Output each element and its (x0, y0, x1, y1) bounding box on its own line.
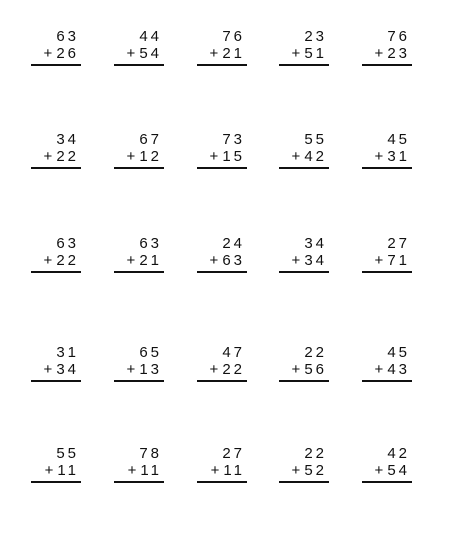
addition-problem (279, 236, 329, 276)
top-number: 34 (304, 235, 327, 252)
plus-sign: + (43, 361, 56, 378)
top-number: 22 (304, 344, 327, 361)
answer-line (197, 64, 247, 66)
addition-problem (114, 236, 164, 276)
answer-line (362, 167, 412, 169)
top-number: 55 (56, 445, 79, 462)
top-number: 31 (56, 344, 79, 361)
addition-problem (362, 29, 412, 69)
plus-sign: + (291, 45, 304, 62)
addition-problem (31, 132, 81, 172)
bottom-number: 21 (222, 45, 245, 62)
top-number: 63 (56, 235, 79, 252)
bottom-line (375, 362, 410, 378)
addition-problem (114, 446, 164, 486)
addition-problem (197, 132, 247, 172)
top-number: 22 (304, 445, 327, 462)
top-number: 27 (387, 235, 410, 252)
answer-line (31, 271, 81, 273)
top-number: 76 (387, 28, 410, 45)
bottom-line (292, 463, 327, 479)
bottom-number: 54 (139, 45, 162, 62)
plus-sign: + (291, 148, 304, 165)
bottom-line (375, 253, 410, 269)
answer-line (279, 167, 329, 169)
bottom-number: 43 (387, 361, 410, 378)
plus-sign: + (291, 462, 304, 479)
bottom-number: 11 (57, 462, 79, 479)
top-number: 65 (139, 344, 162, 361)
bottom-number: 56 (304, 361, 327, 378)
bottom-line (44, 253, 79, 269)
top-number: 23 (304, 28, 327, 45)
answer-line (279, 481, 329, 483)
top-number: 44 (139, 28, 162, 45)
bottom-number: 11 (140, 462, 162, 479)
plus-sign: + (374, 148, 387, 165)
addition-problem (31, 236, 81, 276)
plus-sign: + (374, 361, 387, 378)
answer-line (114, 481, 164, 483)
bottom-line (292, 362, 327, 378)
bottom-number: 54 (387, 462, 410, 479)
bottom-line (211, 463, 245, 479)
plus-sign: + (44, 462, 57, 479)
bottom-number: 71 (387, 252, 410, 269)
answer-line (114, 167, 164, 169)
plus-sign: + (291, 252, 304, 269)
addition-problem (362, 236, 412, 276)
plus-sign: + (374, 45, 387, 62)
bottom-line (375, 149, 410, 165)
answer-line (279, 64, 329, 66)
bottom-number: 23 (387, 45, 410, 62)
addition-problem (114, 29, 164, 69)
answer-line (362, 380, 412, 382)
answer-line (197, 271, 247, 273)
top-number: 24 (222, 235, 245, 252)
addition-problem (197, 236, 247, 276)
answer-line (197, 380, 247, 382)
addition-problem (197, 29, 247, 69)
answer-line (279, 380, 329, 382)
addition-problem (31, 446, 81, 486)
addition-problem (114, 345, 164, 385)
answer-line (114, 380, 164, 382)
answer-line (31, 380, 81, 382)
bottom-number: 42 (304, 148, 327, 165)
addition-problem (31, 345, 81, 385)
addition-problem (279, 29, 329, 69)
bottom-line (128, 463, 162, 479)
top-number: 78 (139, 445, 162, 462)
bottom-number: 52 (304, 462, 327, 479)
bottom-line (127, 149, 162, 165)
top-number: 63 (139, 235, 162, 252)
bottom-line (45, 463, 79, 479)
bottom-line (44, 46, 79, 62)
plus-sign: + (210, 462, 223, 479)
bottom-number: 11 (223, 462, 245, 479)
bottom-line (375, 463, 410, 479)
answer-line (31, 167, 81, 169)
addition-problem (31, 29, 81, 69)
bottom-number: 51 (304, 45, 327, 62)
plus-sign: + (209, 252, 222, 269)
addition-problem (279, 446, 329, 486)
top-number: 73 (222, 131, 245, 148)
top-number: 42 (387, 445, 410, 462)
addition-problem (362, 345, 412, 385)
bottom-line (292, 149, 327, 165)
plus-sign: + (374, 252, 387, 269)
addition-problem (114, 132, 164, 172)
bottom-line (44, 362, 79, 378)
plus-sign: + (43, 45, 56, 62)
top-number: 45 (387, 344, 410, 361)
answer-line (114, 271, 164, 273)
plus-sign: + (126, 361, 139, 378)
bottom-number: 21 (139, 252, 162, 269)
bottom-line (292, 253, 327, 269)
top-number: 27 (222, 445, 245, 462)
addition-problem (197, 345, 247, 385)
answer-line (362, 271, 412, 273)
addition-problem (279, 132, 329, 172)
plus-sign: + (209, 361, 222, 378)
answer-line (279, 271, 329, 273)
plus-sign: + (126, 45, 139, 62)
plus-sign: + (43, 252, 56, 269)
bottom-line (210, 362, 245, 378)
answer-line (197, 481, 247, 483)
bottom-line (375, 46, 410, 62)
bottom-number: 63 (222, 252, 245, 269)
bottom-line (210, 149, 245, 165)
top-number: 76 (222, 28, 245, 45)
bottom-number: 15 (222, 148, 245, 165)
addition-problem (279, 345, 329, 385)
answer-line (362, 64, 412, 66)
answer-line (362, 481, 412, 483)
plus-sign: + (374, 462, 387, 479)
bottom-number: 22 (56, 252, 79, 269)
top-number: 63 (56, 28, 79, 45)
bottom-number: 22 (56, 148, 79, 165)
bottom-line (292, 46, 327, 62)
plus-sign: + (43, 148, 56, 165)
answer-line (114, 64, 164, 66)
plus-sign: + (127, 462, 140, 479)
top-number: 45 (387, 131, 410, 148)
plus-sign: + (291, 361, 304, 378)
addition-problem (197, 446, 247, 486)
answer-line (31, 481, 81, 483)
bottom-line (210, 253, 245, 269)
bottom-line (210, 46, 245, 62)
bottom-line (127, 362, 162, 378)
bottom-number: 26 (56, 45, 79, 62)
bottom-number: 13 (139, 361, 162, 378)
plus-sign: + (209, 45, 222, 62)
top-number: 55 (304, 131, 327, 148)
plus-sign: + (209, 148, 222, 165)
addition-problem (362, 446, 412, 486)
bottom-number: 31 (387, 148, 410, 165)
top-number: 34 (56, 131, 79, 148)
bottom-line (127, 253, 162, 269)
bottom-number: 12 (139, 148, 162, 165)
bottom-number: 34 (304, 252, 327, 269)
answer-line (31, 64, 81, 66)
top-number: 47 (222, 344, 245, 361)
bottom-line (127, 46, 162, 62)
answer-line (197, 167, 247, 169)
bottom-number: 22 (222, 361, 245, 378)
plus-sign: + (126, 148, 139, 165)
bottom-number: 34 (56, 361, 79, 378)
bottom-line (44, 149, 79, 165)
plus-sign: + (126, 252, 139, 269)
addition-problem (362, 132, 412, 172)
top-number: 67 (139, 131, 162, 148)
